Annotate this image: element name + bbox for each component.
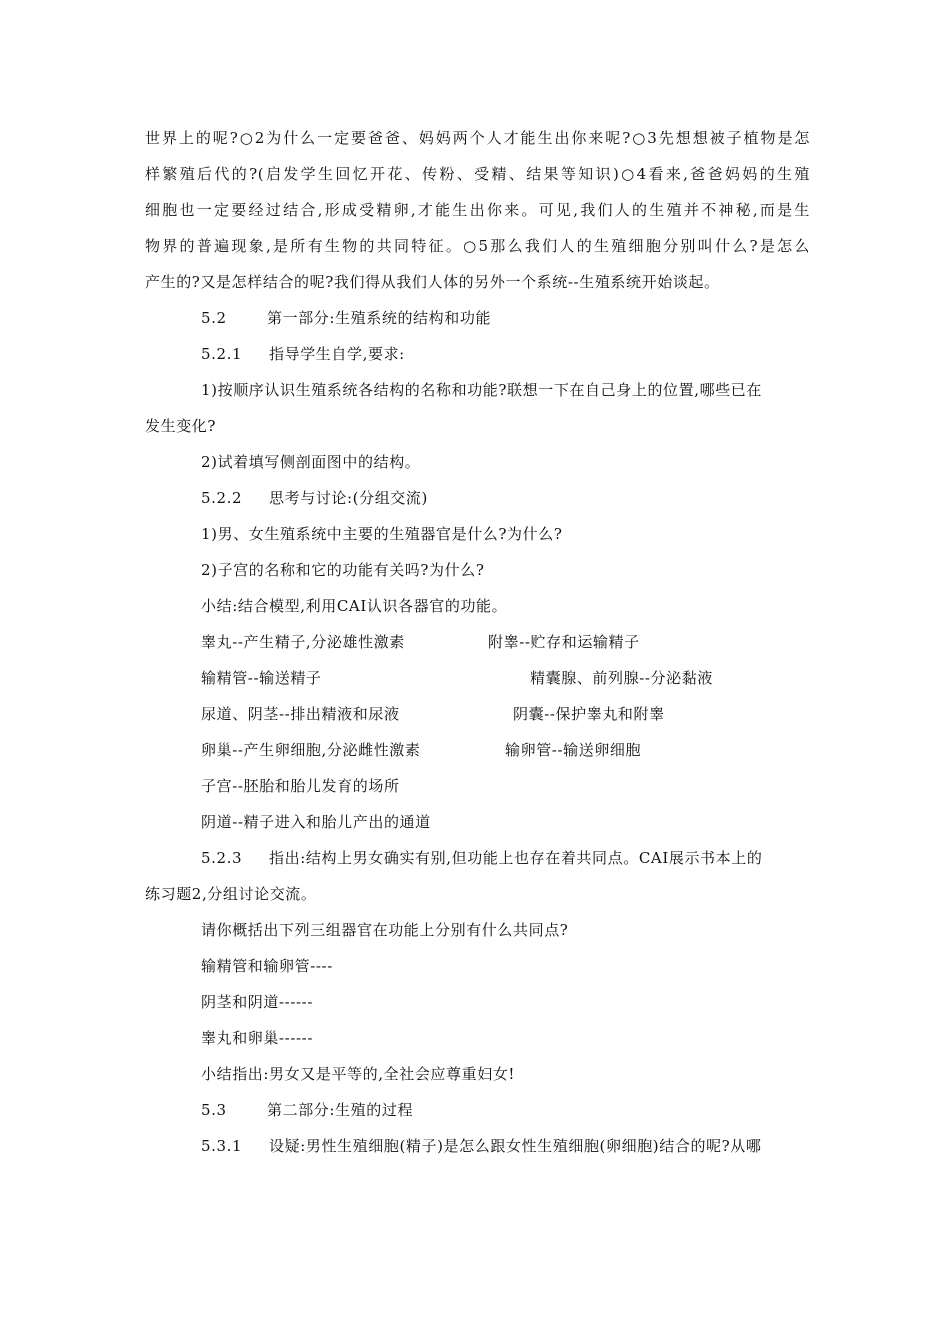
section-number: 5.3 — [201, 1101, 227, 1119]
section-heading-5-3 — [201, 1100, 866, 1120]
organ-row-3 — [201, 704, 866, 724]
intro-line-5: 产生的?又是怎样结合的呢?我们得从我们人体的另外一个系统--生殖系统开始谈起。 — [145, 273, 720, 291]
section-heading-5-2-3 — [201, 848, 810, 868]
section-text: 指出:结构上男女确实有别,但功能上也存在着共同点。CAI展示书本上的 — [269, 849, 763, 867]
section-text: 设疑:男性生殖细胞(精子)是怎么跟女性生殖细胞(卵细胞)结合的呢?从哪 — [269, 1137, 762, 1155]
requirement-2: 2)试着填写侧剖面图中的结构。 — [201, 453, 421, 471]
organ-function: 尿道、阴茎--排出精液和尿液 — [201, 705, 400, 723]
organ-row-2 — [201, 668, 866, 688]
organ-function: 睾丸--产生精子,分泌雄性激素 — [201, 633, 405, 651]
organ-function: 阴囊--保护睾丸和附睾 — [513, 705, 665, 723]
summary-2: 小结指出:男女又是平等的,全社会应尊重妇女! — [201, 1065, 516, 1083]
question-1: 1)男、女生殖系统中主要的生殖器官是什么?为什么? — [201, 525, 563, 543]
section-heading-5-3-1 — [201, 1136, 810, 1156]
section-number: 5.2.1 — [201, 345, 243, 363]
section-number: 5.3.1 — [201, 1137, 243, 1155]
summary-1: 小结:结合模型,利用CAI认识各器官的功能。 — [201, 597, 508, 615]
organ-function: 卵巢--产生卵细胞,分泌雌性激素 — [201, 741, 421, 759]
section-title: 第二部分:生殖的过程 — [267, 1101, 414, 1119]
pair-2: 阴茎和阴道------ — [201, 993, 314, 1011]
organ-function: 精囊腺、前列腺--分泌黏液 — [530, 669, 713, 687]
section-number: 5.2.3 — [201, 849, 243, 867]
question-2: 2)子宫的名称和它的功能有关吗?为什么? — [201, 561, 485, 579]
pair-1: 输精管和输卵管---- — [201, 957, 333, 975]
prompt: 请你概括出下列三组器官在功能上分别有什么共同点? — [201, 921, 569, 939]
organ-row-6: 阴道--精子进入和胎儿产出的通道 — [201, 813, 431, 831]
section-heading-5-2-1 — [201, 344, 866, 364]
section-heading-5-2-2 — [201, 488, 866, 508]
section-title: 思考与讨论:(分组交流) — [269, 489, 428, 507]
section-number: 5.2.2 — [201, 489, 243, 507]
organ-function: 输卵管--输送卵细胞 — [505, 741, 642, 759]
section-heading-5-2 — [201, 308, 866, 328]
organ-function: 附睾--贮存和运输精子 — [488, 633, 640, 651]
pair-3: 睾丸和卵巢------ — [201, 1029, 314, 1047]
section-title: 第一部分:生殖系统的结构和功能 — [267, 309, 492, 327]
intro-line-4: 物界的普遍现象,是所有生物的共同特征。○5那么我们人的生殖细胞分别叫什么?是怎么 — [145, 237, 810, 255]
organ-row-5: 子宫--胚胎和胎儿发育的场所 — [201, 777, 400, 795]
requirement-1-continued: 发生变化? — [145, 417, 217, 435]
organ-row-1 — [201, 632, 866, 652]
organ-row-4 — [201, 740, 866, 760]
section-title: 指导学生自学,要求: — [269, 345, 405, 363]
intro-line-3: 细胞也一定要经过结合,形成受精卵,才能生出你来。可见,我们人的生殖并不神秘,而是生 — [145, 201, 810, 219]
intro-line-2: 样繁殖后代的?(启发学生回忆开花、传粉、受精、结果等知识)○4看来,爸爸妈妈的生殖 — [145, 165, 810, 183]
section-number: 5.2 — [201, 309, 227, 327]
organ-function: 输精管--输送精子 — [201, 669, 322, 687]
requirement-1: 1)按顺序认识生殖系统各结构的名称和功能?联想一下在自己身上的位置,哪些已在 — [201, 381, 763, 399]
section-5-2-3-continued: 练习题2,分组讨论交流。 — [145, 885, 317, 903]
intro-line-1: 世界上的呢?○2为什么一定要爸爸、妈妈两个人才能生出你来呢?○3先想想被子植物是怎 — [145, 129, 810, 147]
